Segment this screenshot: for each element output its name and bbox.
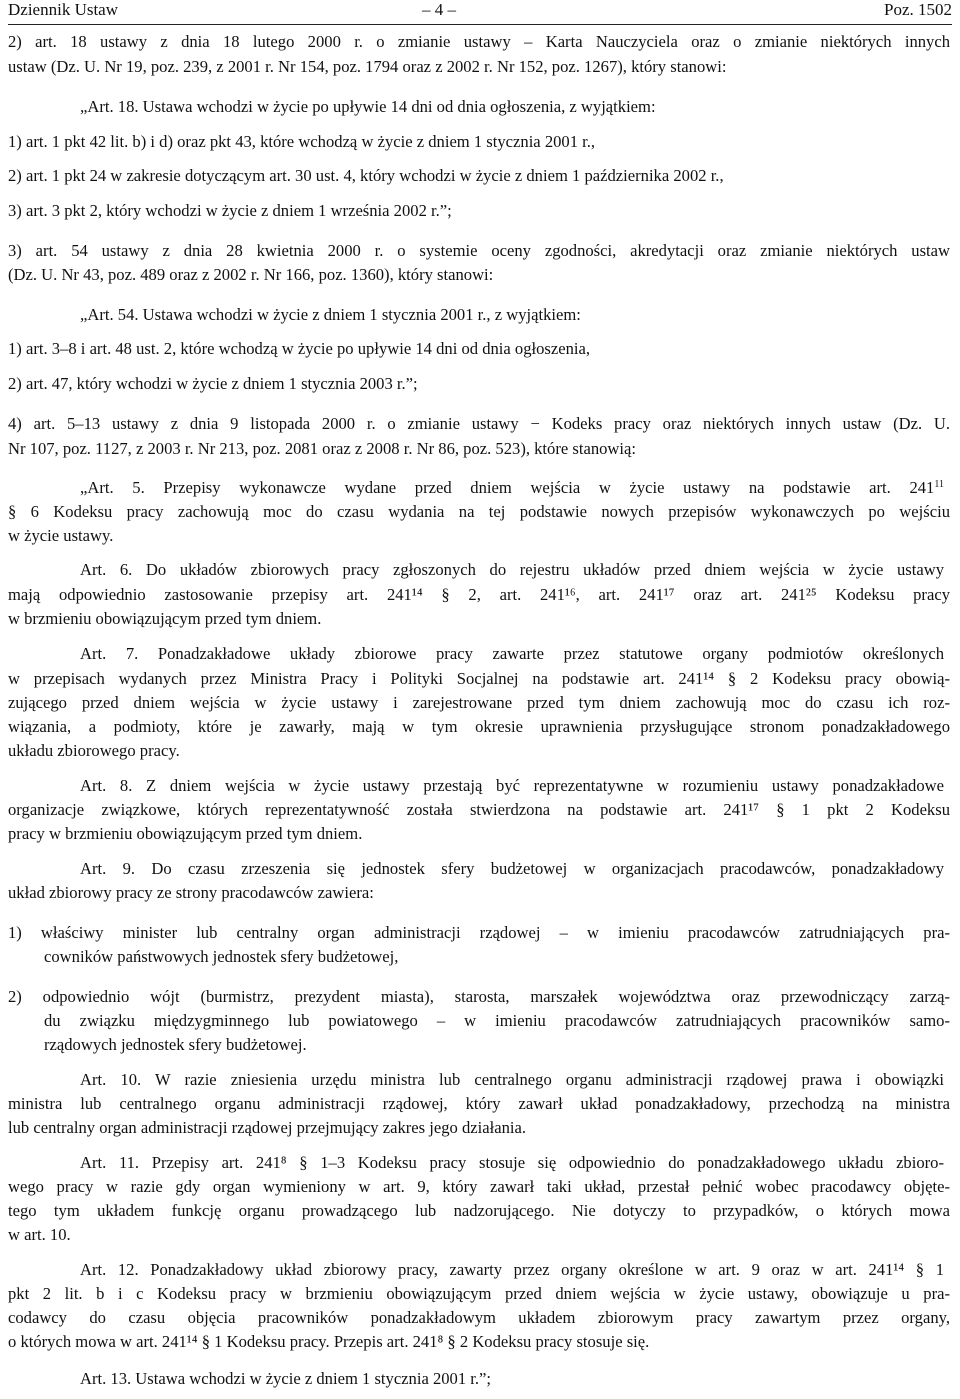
text-line: Nr 107, poz. 1127, z 2003 r. Nr 213, poz. 2081 oraz z 2008 r. Nr 86, poz. 523), które stanowią:: [8, 439, 636, 458]
text-line: Art. 10. W razie zniesienia urzędu ministra lub centralnego organu administracji rządowej prawa i obowiązki: [80, 1070, 944, 1089]
text-line: „Art. 54. Ustawa wchodzi w życie z dniem 1 stycznia 2001 r., z wyjątkiem:: [80, 305, 581, 324]
text-line: Art. 6. Do układów zbiorowych pracy zgłoszonych do rejestru układów przed dniem wejścia w życie ustawy: [80, 560, 944, 579]
text-line: zującego przed dniem wejścia w życie ustawy i zarejestrowane przed tym dniem zachowują moc do czasu ich roz-: [8, 693, 950, 712]
page-header: [8, 0, 952, 22]
text-line: o których mowa w art. 241¹⁴ § 1 Kodeksu pracy. Przepis art. 241⁸ § 2 Kodeksu pracy stosuje się.: [8, 1332, 650, 1351]
text-line: 1) właściwy minister lub centralny organ administracji rządowej – w imieniu pracodawców zatrudniających pra-: [8, 923, 950, 942]
text-line: cowników państwowych jednostek sfery budżetowej,: [44, 947, 399, 966]
text-line: ministra lub centralnego organu administracji rządowej, który zawarł układ ponadzakładowy, przechodzą na ministra: [8, 1094, 950, 1113]
text-line: lub centralny organ administracji rządowej przejmujący zakres jego działania.: [8, 1118, 527, 1137]
text-line: układ zbiorowy pracy ze strony pracodawców zawiera:: [8, 883, 374, 902]
text-line: codawcy do czasu objęcia pracowników ponadzakładowym układem zbiorowym pracy zawartym przez organy,: [8, 1308, 950, 1327]
text-line: w przepisach wydanych przez Ministra Pracy i Polityki Socjalnej na podstawie art. 241¹⁴ § 2 Kodeksu pracy obowią-: [8, 669, 950, 688]
text-line: Art. 8. Z dniem wejścia w życie ustawy przestają być reprezentatywne w rozumieniu ustawy ponadzakładowe: [80, 776, 944, 795]
header-rule: [8, 24, 952, 25]
text-line: (Dz. U. Nr 43, poz. 489 oraz z 2002 r. Nr 166, poz. 1360), który stanowi:: [8, 265, 494, 284]
text-line: 4) art. 5–13 ustawy z dnia 9 listopada 2000 r. o zmianie ustawy − Kodeks pracy oraz niektórych innych ustaw (Dz. U.: [8, 414, 950, 433]
text-line: 1) art. 3–8 i art. 48 ust. 2, które wchodzą w życie po upływie 14 dni od dnia ogłoszenia,: [8, 339, 591, 358]
text-line: „Art. 5. Przepisy wykonawcze wydane przed dniem wejścia w życie ustawy na podstawie art. $241^{11}$: [80, 478, 944, 497]
text-line: pracy w brzmieniu obowiązującym przed tym dniem.: [8, 824, 363, 843]
journal-title: Dziennik Ustaw: [8, 0, 119, 19]
text-line: wego pracy w razie gdy organ wymieniony w art. 9, który zawarł taki układ, przestał pełnić wobec pracodawcy objęte-: [8, 1177, 950, 1196]
text-line: organizacje związkowe, których reprezentatywność została stwierdzona na podstawie art. 241¹⁷ § 1 pkt 2 Kodeksu: [8, 800, 950, 819]
text-line: Art. 9. Do czasu zrzeszenia się jednostek sfery budżetowej w organizacjach pracodawców, ponadzakładowy: [80, 859, 944, 878]
text-line: Art. 13. Ustawa wchodzi w życie z dniem 1 stycznia 2001 r.”;: [80, 1369, 492, 1388]
text-line: ustaw (Dz. U. Nr 19, poz. 239, z 2001 r. Nr 154, poz. 1794 oraz z 2002 r. Nr 152, poz. 1267), który stanowi:: [8, 57, 727, 76]
text-line: 2) art. 1 pkt 24 w zakresie dotyczącym art. 30 ust. 4, który wchodzi w życie z dniem 1 października 2002 r.,: [8, 166, 724, 185]
text-line: wiązania, a podmioty, które je zawarły, mają w tym okresie uprawnienia przysługujące stronom ponadzakładowego: [8, 717, 950, 736]
text-line: 1) art. 1 pkt 42 lit. b) i d) oraz pkt 43, które wchodzą w życie z dniem 1 stycznia 2001 r.,: [8, 132, 596, 151]
text-line: w brzmieniu obowiązującym przed tym dniem.: [8, 609, 322, 628]
text-line: § 6 Kodeksu pracy zachowują moc do czasu wydania na tej podstawie nowych przepisów wykonawczych po wejściu: [8, 502, 950, 521]
text-line: tego tym układem funkcję organu prowadzącego lub nadzorującego. Nie dotyczy to przypadków, o których mowa: [8, 1201, 950, 1220]
text-line: w art. 10.: [8, 1225, 71, 1244]
text-line: 2) odpowiednio wójt (burmistrz, prezydent miasta), starosta, marszałek województwa oraz przewodniczący zarzą-: [8, 987, 950, 1006]
text-line: mają odpowiednio zastosowanie przepisy art. 241¹⁴ § 2, art. 241¹⁶, art. 241¹⁷ oraz art. 241²⁵ Kodeksu pracy: [8, 585, 950, 604]
text-line: 2) art. 18 ustawy z dnia 18 lutego 2000 r. o zmianie ustawy – Karta Nauczyciela oraz o zmianie niektórych innych: [8, 32, 950, 51]
text-line: rządowych jednostek sfery budżetowej.: [44, 1035, 307, 1054]
page-number: – 4 –: [422, 0, 456, 19]
text-line: du związku międzygminnego lub powiatowego – w imieniu pracodawców zatrudniających pracowników samo-: [44, 1011, 950, 1030]
text-line: Art. 12. Ponadzakładowy układ zbiorowy pracy, zawarty przez organy określone w art. 9 oraz w art. 241¹⁴ § 1: [80, 1260, 944, 1279]
text-line: 3) art. 54 ustawy z dnia 28 kwietnia 2000 r. o systemie oceny zgodności, akredytacji oraz zmianie niektórych ustaw: [8, 241, 950, 260]
text-line: Art. 11. Przepisy art. 241⁸ § 1–3 Kodeksu pracy stosuje się odpowiednio do ponadzakładowego układu zbioro-: [80, 1153, 944, 1172]
position-number: Poz. 1502: [884, 0, 952, 19]
text-line: w życie ustawy.: [8, 526, 114, 545]
text-line: 3) art. 3 pkt 2, który wchodzi w życie z dniem 1 września 2002 r.”;: [8, 201, 452, 220]
text-line: układu zbiorowego pracy.: [8, 741, 180, 760]
superscript: 11: [934, 479, 944, 490]
text-line: pkt 2 lit. b i c Kodeksu pracy w brzmieniu obowiązującym przed dniem wejścia w życie ustawy, obowiązuje u pra-: [8, 1284, 950, 1303]
text-line: Art. 7. Ponadzakładowe układy zbiorowe pracy zawarte przez statutowe organy podmiotów określonych: [80, 644, 944, 663]
text-line: „Art. 18. Ustawa wchodzi w życie po upływie 14 dni od dnia ogłoszenia, z wyjątkiem:: [80, 97, 656, 116]
text-line: 2) art. 47, który wchodzi w życie z dniem 1 stycznia 2003 r.”;: [8, 374, 418, 393]
